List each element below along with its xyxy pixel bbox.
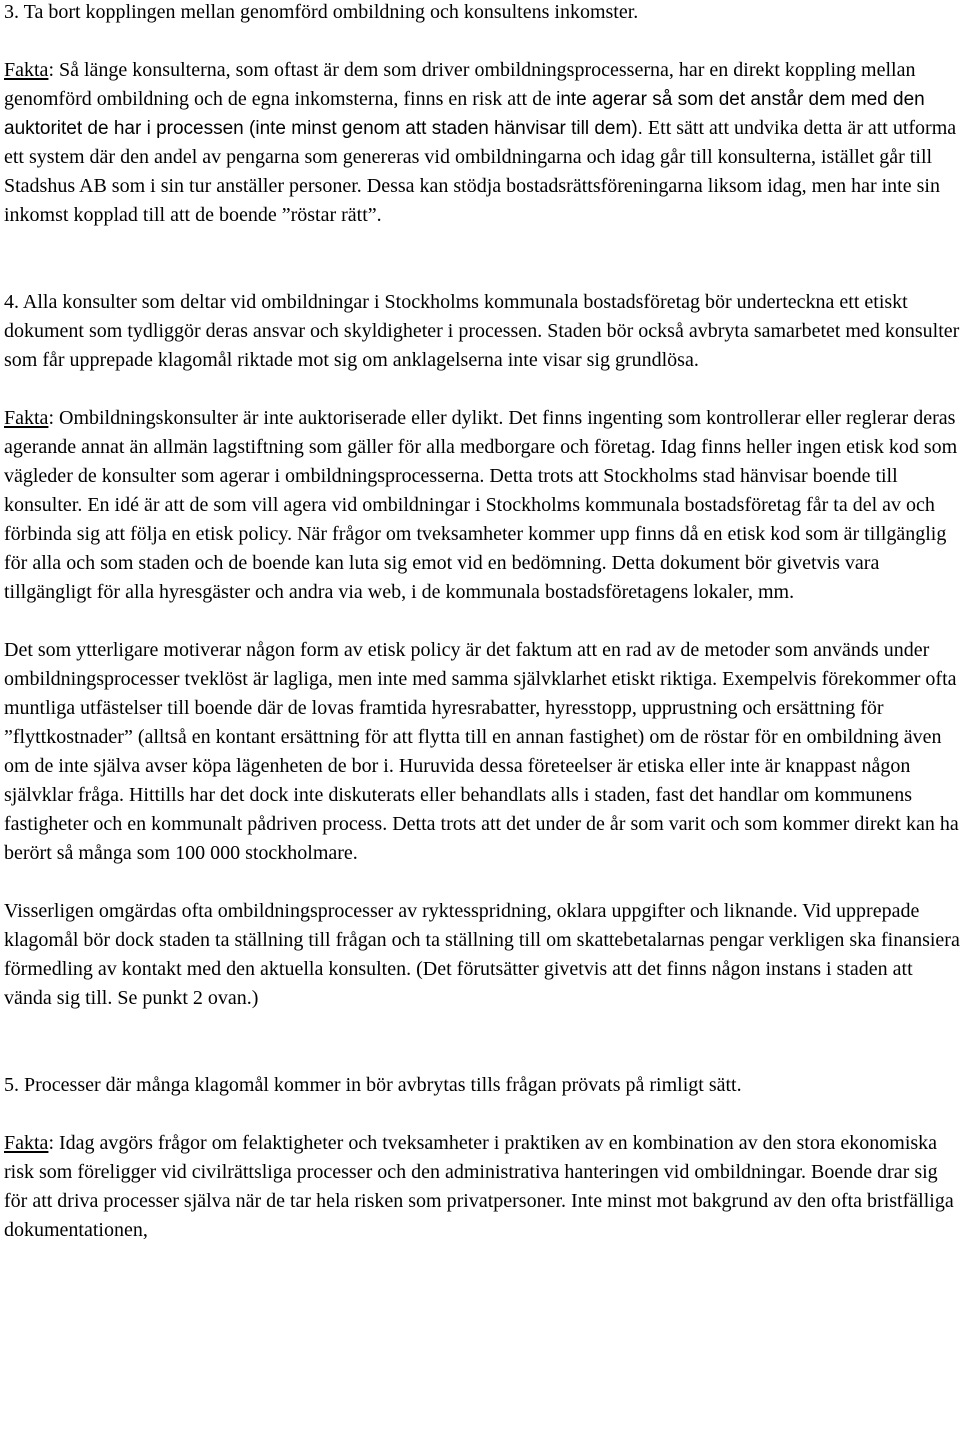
spacer: [4, 607, 960, 636]
document-page: [4, 0, 960, 1245]
spacer: [4, 230, 960, 288]
section-5-heading: 5. Processer där många klagomål kommer in bör avbrytas tills frågan prövats på rimligt sätt.: [4, 1074, 742, 1096]
section-3-fakta-paragraph: [4, 56, 960, 230]
section-3-heading: 3. Ta bort kopplingen mellan genomförd ombildning och konsultens inkomster.: [4, 1, 639, 23]
spacer: [4, 1100, 960, 1129]
fakta-label: Fakta: [4, 1132, 49, 1154]
section-4-paragraph-ethics: Det som ytterligare motiverar någon form av etisk policy är det faktum att en rad av de metoder som används under ombildningsprocesser tveklöst är lagliga, men inte med samma självklarhet etiskt riktiga. Exempelvis förekommer ofta muntliga utfästelser till boende där de lovas framtida hyresrabatter, hyresstopp, upprustning och ersättning för ”flyttkostnader” (alltså en kontant ersättning för att flytta till en annan fastighet) om de röstar för en ombildning även om de inte själva avser köpa lägenheten de bor i. Huruvida dessa företeelser är etiska eller inte är knappast någon självklar fråga. Hittills har det dock inte diskuterats eller behandlats alls i staden, fast det handlar om kommunens fastigheter och en kommunalt pådriven process. Detta trots att det under de år som varit och som kommer direkt kan ha berört så många som 100 000 stockholmare.: [4, 639, 959, 864]
fakta-text: : Så länge konsulterna, som oftast är dem som driver ombildningsprocesserna, har en direkt koppling mellan genomförd ombildning och de egna inkomsterna, finns en risk att de: [4, 59, 916, 110]
section-4-heading: 4. Alla konsulter som deltar vid ombildningar i Stockholms kommunala bostadsföretag bör underteckna ett etiskt dokument som tydliggör deras ansvar och skyldigheter i processen. Staden bör också avbryta samarbetet med konsulter som får upprepade klagomål riktade mot sig om anklagelserna inte visar sig grundlösa.: [4, 291, 960, 371]
spacer: [4, 1013, 960, 1071]
spacer: [4, 27, 960, 56]
fakta-label: Fakta: [4, 59, 49, 81]
spacer: [4, 375, 960, 404]
section-5-fakta-paragraph: [4, 1129, 960, 1245]
fakta-label: Fakta: [4, 407, 49, 429]
spacer: [4, 868, 960, 897]
section-4-fakta-paragraph: [4, 404, 960, 607]
section-4-paragraph-complaints: Visserligen omgärdas ofta ombildningsprocesser av ryktesspridning, oklara uppgifter och liknande. Vid upprepade klagomål bör dock staden ta ställning till frågan och ta ställning till om skattebetalarnas pengar verkligen ska finansiera förmedling av kontakt med den aktuella konsulten. (Det förutsätter givetvis att det finns någon instans i staden att vända sig till. Se punkt 2 ovan.): [4, 900, 960, 1009]
fakta-text-sans: inte agerar så som det anstår dem med den auktoritet de har i processen (inte minst genom att staden hänvisar till dem).: [4, 89, 925, 139]
fakta-text: : Idag avgörs frågor om felaktigheter och tveksamheter i praktiken av en kombination av den stora ekonomiska risk som föreligger vid civilrättsliga processer och den administrativa hanteringen vid ombildningar. Boende drar sig för att driva processer själva när de tar hela risken som privatpersoner. Inte minst mot bakgrund av den ofta bristfälliga dokumentationen,: [4, 1132, 954, 1241]
fakta-text-continued: Ett sätt att undvika detta är att utforma ett system där den andel av pengarna som genereras vid ombildningarna och idag går till konsulterna, istället går till Stadshus AB som i sin tur anställer personer. Dessa kan stödja bostadsrättsföreningarna liksom idag, men har inte sin inkomst kopplad till att de boende ”röstar rätt”.: [4, 117, 957, 226]
fakta-text: : Ombildningskonsulter är inte auktoriserade eller dylikt. Det finns ingenting som kontrollerar eller reglerar deras agerande annat än allmän lagstiftning som gäller för alla medborgare och företag. Idag finns heller ingen etisk kod som vägleder de konsulter som agerar i ombildningsprocesserna. Detta trots att Stockholms stad hänvisar boende till konsulter. En idé är att de som vill agera vid ombildningar i Stockholms kommunala bostadsföretag får ta del av och förbinda sig att följa en etisk policy. När frågor om tveksamheter kommer upp finns då en etisk kod som är tillgänglig för alla och som staden och de boende kan luta sig emot vid en bedömning. Detta dokument bör givetvis vara tillgängligt för alla hyresgäster och andra via web, i de kommunala bostadsföretagens lokaler, mm.: [4, 407, 958, 603]
